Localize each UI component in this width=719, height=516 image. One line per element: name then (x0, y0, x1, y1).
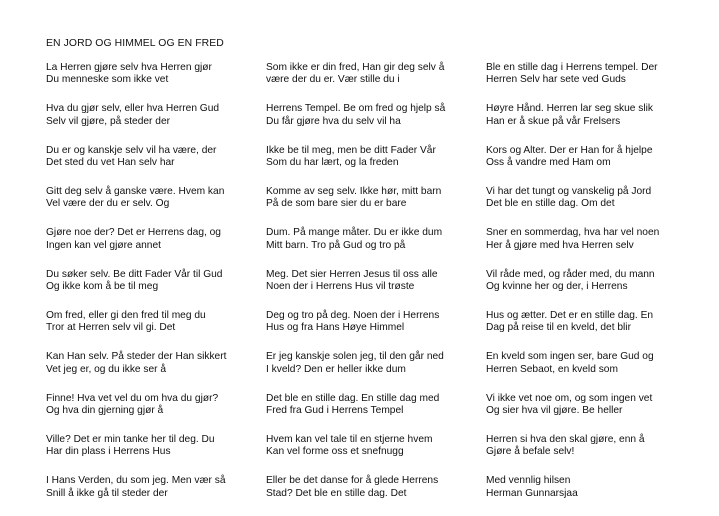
stanza (486, 351, 701, 376)
stanza (266, 351, 481, 376)
poem-line: Noen der i Herrens Hus vil trøste (266, 280, 415, 292)
text-column-2 (266, 62, 481, 516)
poem-line: Er jeg kanskje solen jeg, til den går ned (266, 351, 444, 363)
poem-line: I Hans Verden, du som jeg. Men vær så (46, 475, 226, 487)
stanza (46, 393, 261, 418)
poem-line: Fred fra Gud i Herrens Tempel (266, 404, 404, 416)
poem-line: Kan Han selv. På steder der Han sikkert (46, 351, 227, 363)
poem-line: Vil råde med, og råder med, du mann (486, 268, 655, 280)
stanza (486, 434, 701, 459)
poem-line: Hus og fra Hans Høye Himmel (266, 322, 405, 334)
stanza (486, 145, 701, 170)
poem-line: Du søker selv. Be ditt Fader Vår til Gud (46, 268, 223, 280)
stanza (486, 227, 701, 252)
poem-line: Om fred, eller gi den fred til meg du (46, 309, 206, 321)
poem-line: På de som bare sier du er bare (266, 198, 407, 210)
poem-line: Du får gjøre hva du selv vil ha (266, 115, 401, 127)
text-column-1 (46, 62, 261, 516)
poem-line: Du menneske som ikke vet (46, 74, 169, 86)
poem-line: Og ikke kom å be til meg (46, 280, 159, 292)
poem-line: Vi har det tungt og vanskelig på Jord (486, 185, 652, 197)
stanza (266, 186, 481, 211)
poem-line: Det ble en stille dag. En stille dag med (266, 392, 440, 404)
stanza (266, 227, 481, 252)
poem-line: Herrens Tempel. Be om fred og hjelp så (266, 103, 446, 115)
poem-line: Ble en stille dag i Herrens tempel. Der (486, 62, 658, 73)
poem-line: Dag på reise til en kveld, det blir (486, 322, 631, 334)
poem-line: Finne! Hva vet vel du om hva du gjør? (46, 392, 219, 404)
stanza (46, 62, 261, 87)
poem-line: Tror at Herren selv vil gi. Det (46, 322, 176, 334)
poem-line: Ville? Det er min tanke her til deg. Du (46, 433, 215, 445)
poem-line: La Herren gjøre selv hva Herren gjør (46, 62, 212, 73)
poem-line: Gitt deg selv å ganske være. Hvem kan (46, 185, 225, 197)
poem-line: Han er å skue på vår Frelsers (486, 115, 621, 127)
poem-title: EN JORD OG HIMMEL OG EN FRED (46, 38, 224, 49)
stanza (266, 393, 481, 418)
poem-line: Ingen kan vel gjøre annet (46, 239, 161, 251)
stanza (46, 351, 261, 376)
stanza (266, 475, 481, 500)
poem-line: Selv vil gjøre, på steder der (46, 115, 171, 127)
poem-line: Sner en sommerdag, hva har vel noen (486, 227, 660, 239)
poem-line: Det sted du vet Han selv har (46, 157, 175, 169)
poem-line: Vi ikke vet noe om, og som ingen vet (486, 392, 653, 404)
poem-line: Du er og kanskje selv vil ha være, der (46, 144, 217, 156)
poem-line: Som du har lært, og la freden (266, 157, 399, 169)
stanza (486, 310, 701, 335)
poem-line: Dum. På mange måter. Du er ikke dum (266, 227, 443, 239)
stanza (266, 269, 481, 294)
poem-line: Herren Selv har sete ved Guds (486, 74, 626, 86)
stanza (266, 62, 481, 87)
stanza (486, 393, 701, 418)
poem-line: Og kvinne her og der, i Herrens (486, 280, 628, 292)
poem-line: Deg og tro på deg. Noen der i Herrens (266, 309, 440, 321)
poem-line: Herren si hva den skal gjøre, enn å (486, 433, 645, 445)
poem-line: Komme av seg selv. Ikke hør, mitt barn (266, 185, 442, 197)
poem-line: I kveld? Den er heller ikke dum (266, 363, 406, 375)
stanza (266, 103, 481, 128)
poem-line: være der du er. Vær stille du i (266, 74, 400, 86)
stanza (486, 269, 701, 294)
poem-line: Hvem kan vel tale til en stjerne hvem (266, 433, 433, 445)
poem-line: Mitt barn. Tro på Gud og tro på (266, 239, 406, 251)
stanza (46, 186, 261, 211)
poem-line: Hus og ætter. Det er en stille dag. En (486, 309, 654, 321)
stanza (486, 103, 701, 128)
poem-line: Gjøre noe der? Det er Herrens dag, og (46, 227, 221, 239)
poem-line: Har din plass i Herrens Hus (46, 446, 171, 458)
poem-line: Kors og Alter. Der er Han for å hjelpe (486, 144, 653, 156)
stanza (266, 434, 481, 459)
stanza (486, 475, 701, 500)
poem-line: Stad? Det ble en stille dag. Det (266, 487, 407, 499)
poem-line: Med vennlig hilsen (486, 475, 571, 487)
stanza (486, 186, 701, 211)
poem-line: Ikke be til meg, men be ditt Fader Vår (266, 144, 436, 156)
poem-line: Som ikke er din fred, Han gir deg selv å (266, 62, 445, 73)
poem-line: Snill å ikke gå til steder der (46, 487, 168, 499)
stanza (266, 145, 481, 170)
stanza (46, 145, 261, 170)
poem-line: Herren Sebaot, en kveld som (486, 363, 618, 375)
poem-line: Kan vel forme oss et snefnugg (266, 446, 404, 458)
text-column-3 (486, 62, 701, 516)
poem-line: Herman Gunnarsjaa (486, 487, 578, 499)
stanza (46, 310, 261, 335)
poem-line: Her å gjøre med hva Herren selv (486, 239, 634, 251)
poem-line: Eller be det danse for å glede Herrens (266, 475, 439, 487)
stanza (46, 103, 261, 128)
stanza (46, 475, 261, 500)
poem-line: Det ble en stille dag. Om det (486, 198, 615, 210)
stanza (46, 434, 261, 459)
poem-line: Høyre Hånd. Herren lar seg skue slik (486, 103, 654, 115)
poem-line: Meg. Det sier Herren Jesus til oss alle (266, 268, 438, 280)
poem-line: Vet jeg er, og du ikke ser å (46, 363, 167, 375)
stanza (46, 269, 261, 294)
poem-line: Og sier hva vil gjøre. Be heller (486, 404, 623, 416)
stanza (46, 227, 261, 252)
stanza (266, 310, 481, 335)
poem-line: Vel være der du er selv. Og (46, 198, 170, 210)
poem-line: En kveld som ingen ser, bare Gud og (486, 351, 654, 363)
stanza (486, 62, 701, 87)
poem-line: Hva du gjør selv, eller hva Herren Gud (46, 103, 220, 115)
poem-line: Oss å vandre med Ham om (486, 157, 611, 169)
poem-line: Og hva din gjerning gjør å (46, 404, 164, 416)
poem-line: Gjøre å befale selv! (486, 446, 575, 458)
